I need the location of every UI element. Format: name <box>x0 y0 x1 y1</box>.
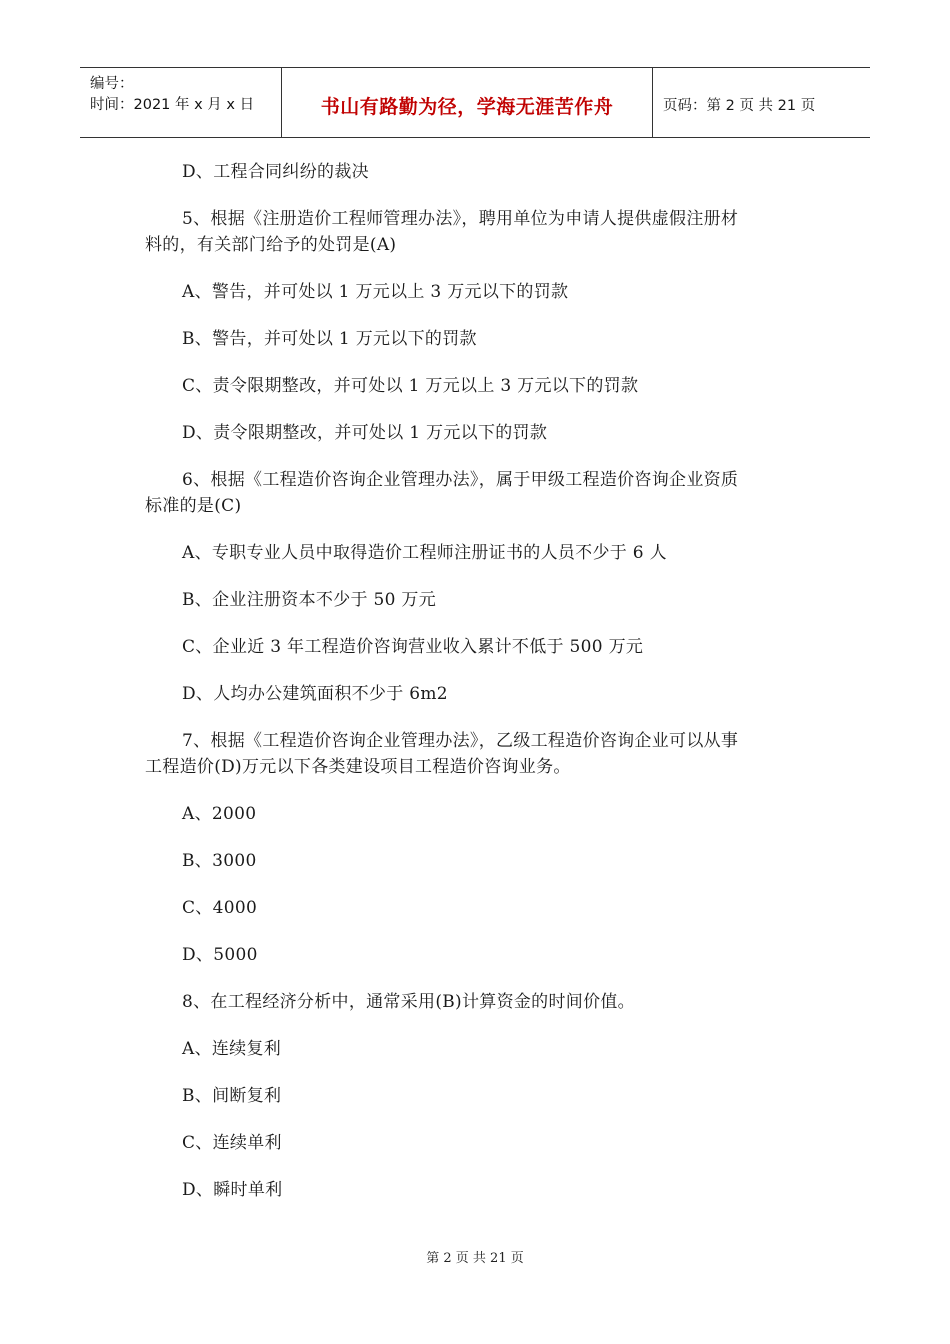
question-7-text-line2: 工程造价(D)万元以下各类建设项目工程造价咨询业务。 <box>145 757 571 777</box>
question-8-option-c: C、连续单利 <box>182 1133 282 1153</box>
motto: 书山有路勤为径，学海无涯苦作舟 <box>320 96 614 118</box>
question-7-option-c: C、4000 <box>182 898 258 918</box>
question-6-option-d: D、人均办公建筑面积不少于 6m2 <box>182 684 448 704</box>
question-6-option-c: C、企业近 3 年工程造价咨询营业收入累计不低于 500 万元 <box>182 637 644 657</box>
question-5-option-c: C、责令限期整改，并可处以 1 万元以上 3 万元以下的罚款 <box>182 376 639 396</box>
page-info: 页码：第 2 页 共 21 页 <box>663 98 816 114</box>
question-8-text: 8、在工程经济分析中，通常采用(B)计算资金的时间价值。 <box>182 992 635 1012</box>
question-6-text-line1: 6、根据《工程造价咨询企业管理办法》，属于甲级工程造价咨询企业资质 <box>182 470 739 490</box>
question-7-option-d: D、5000 <box>182 945 258 965</box>
question-8-option-b: B、间断复利 <box>182 1086 282 1106</box>
header-right-cell <box>653 68 870 137</box>
question-6-text-line2: 标准的是(C) <box>145 496 242 516</box>
header-middle-cell <box>282 68 653 137</box>
question-8-option-a: A、连续复利 <box>182 1039 282 1059</box>
question-5-text-line2: 料的，有关部门给予的处罚是(A) <box>145 235 397 255</box>
question-7-text-line1: 7、根据《工程造价咨询企业管理办法》，乙级工程造价咨询企业可以从事 <box>182 731 739 751</box>
question-7-option-b: B、3000 <box>182 851 257 871</box>
question-7-option-a: A、2000 <box>182 804 257 824</box>
question-6-option-a: A、专职专业人员中取得造价工程师注册证书的人员不少于 6 人 <box>182 543 667 563</box>
question-6-option-b: B、企业注册资本不少于 50 万元 <box>182 590 437 610</box>
question-4-option-d: D、工程合同纠纷的裁决 <box>182 162 369 182</box>
question-5-text-line1: 5、根据《注册造价工程师管理办法》，聘用单位为申请人提供虚假注册材 <box>182 209 739 229</box>
question-5-option-d: D、责令限期整改，并可处以 1 万元以下的罚款 <box>182 423 548 443</box>
question-5-option-b: B、警告，并可处以 1 万元以下的罚款 <box>182 329 477 349</box>
page-footer: 第 2 页 共 21 页 <box>426 1251 524 1266</box>
header-left-cell <box>80 68 282 137</box>
code-label: 编号： <box>90 76 134 92</box>
time-label: 时间：2021 年 x 月 x 日 <box>90 97 255 113</box>
document-header <box>80 67 870 138</box>
question-8-option-d: D、瞬时单利 <box>182 1180 283 1200</box>
question-5-option-a: A、警告，并可处以 1 万元以上 3 万元以下的罚款 <box>182 282 569 302</box>
